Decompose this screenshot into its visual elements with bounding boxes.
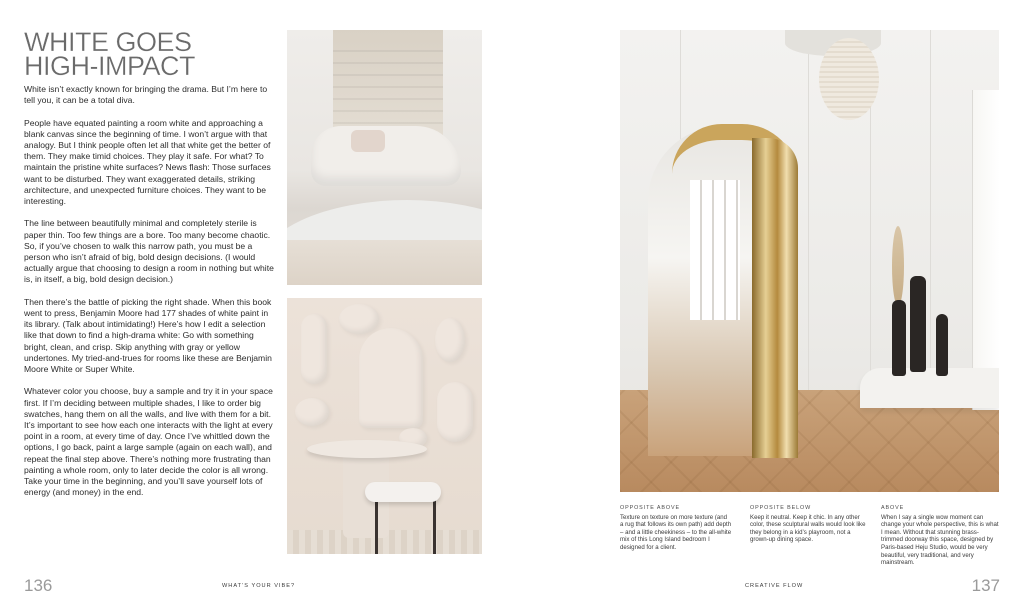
caption-opposite-above: OPPOSITE ABOVE Texture on texture on more texture (and a rug that follows its own path) add depth – and a little cheekiness – to the all-white mix of this Long Island bedroom I designed for a client. (620, 505, 732, 551)
brass-trim (752, 138, 798, 458)
caption-above: ABOVE When I say a single wow moment can change your whole perspective, this is what I mean. Without that stunning brass-trimmed doorway this space, designed by Paris-based Heju Studio, would be very beautiful, very traditional, and very mainstream. (881, 505, 999, 567)
title-line-2: HIGH-IMPACT (24, 51, 195, 81)
paragraph: Whatever color you choose, buy a sample and try it in your space first. If I’m deciding between multiple shades, I like to order big swatches, hang them on all the walls, and live with them for a bit. It’s important to see how each one interacts with the light at every point in a room, at every time of day. Once I’ve whittled down the options, I go back, paint a large sample (again on each wall), and repeat the final step above. There’s nothing more frustrating than painting a whole room, only to later decide the color is all wrong. Take your time in the beginning, and you’ll save yourself lots of energy (and money) in the end. (24, 386, 273, 498)
spread-title (24, 27, 195, 81)
paragraph: The line between beautifully minimal and completely sterile is paper thin. Too few things are a bore. Too many become chaotic. So, if you’ve chosen to walk this narrow path, you must be a person who isn’t afraid of big, bold design decisions. (I would actually argue that choosing to design a room in nothing but white is, in itself, a big, bold design decision.) (24, 218, 274, 285)
chair (365, 482, 441, 502)
running-head-right: CREATIVE FLOW (745, 583, 804, 589)
pendant-lamp (819, 38, 879, 120)
captions (620, 505, 999, 575)
running-head-left: WHAT’S YOUR VIBE? (222, 583, 296, 589)
body-text (24, 84, 274, 510)
page-number-left: 136 (24, 576, 53, 595)
caption-opposite-below: OPPOSITE BELOW Keep it neutral. Keep it chic. In any other color, these sculptural walls would look like they belong in a kid’s playroom, not a grown-up dining space. (750, 505, 866, 544)
photo-brass-doorway (620, 30, 999, 492)
round-table (307, 440, 427, 458)
chaise-lounge (311, 126, 461, 186)
paragraph: Then there’s the battle of picking the right shade. When this book went to press, Benjamin Moore had 177 shades of white paint in its library. (Talk about intimidating!) Here’s how I edit a selection like that down to find a high-drama white: Go with something bright, clean, and crisp. Skip anything with gray or yellow undertones. My tried-and-trues for rooms like these are Benjamin Moore White or Super White. (24, 296, 272, 375)
photo-white-bedroom (287, 30, 482, 285)
paragraph: People have equated painting a room white and approaching a blank canvas since the beginning of time. I won’t argue with that analogy. But I think people often let all that white get the better of them. They make timid choices. They play it safe. For what? To maintain the pristine white surfaces? News flash: Those surfaces want to be disturbed. They want exaggerated details, striking architecture, and unexpected furniture choices. They want to be interesting. (24, 117, 271, 207)
title-line-1: WHITE GOES (24, 27, 192, 57)
photo-sculptural-wall (287, 298, 482, 554)
window-ledge (860, 368, 999, 408)
page-number-right: 137 (971, 576, 1000, 595)
vase (892, 300, 906, 376)
pampas-grass (892, 226, 904, 306)
paragraph: White isn’t exactly known for bringing the drama. But I’m here to tell you, it can be a total diva. (24, 84, 268, 106)
vase (910, 276, 926, 372)
vase (936, 314, 948, 376)
